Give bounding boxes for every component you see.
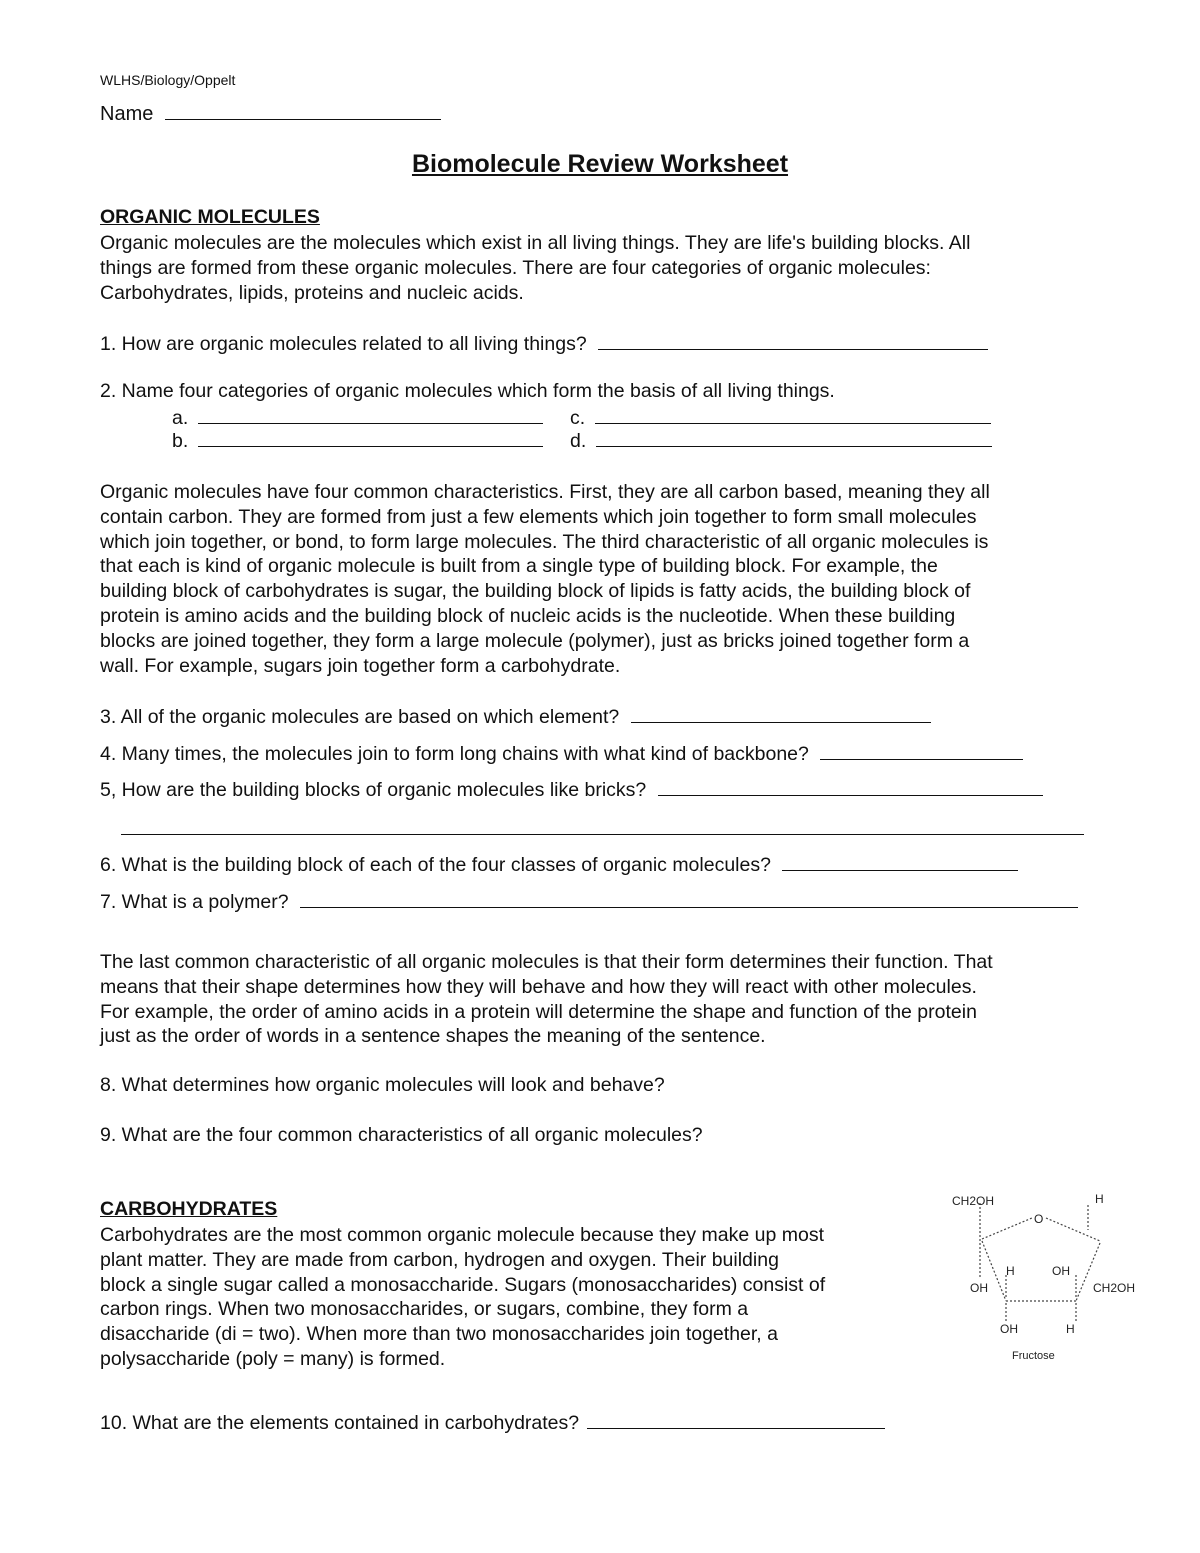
paragraph-line: blocks are joined together, they form a large molecule (polymer), just as bricks joined together form a [100,629,970,652]
question-5 [100,777,1043,802]
answer-2d-letter: d. [570,430,587,452]
diagram-label-inner-left: H [1006,1264,1015,1278]
worksheet-title: Biomolecule Review Worksheet [411,150,789,178]
organic-heading: ORGANIC MOLECULES [100,206,320,228]
diagram-label-right: CH2OH [1093,1281,1136,1295]
paragraph-line: protein is amino acids and the building block of nucleic acids is the nucleotide. When these building [100,604,956,627]
header-code: WLHS/Biology/Oppelt [100,72,236,88]
intro-line: Carbohydrates, lipids, proteins and nucleic acids. [100,281,524,304]
question-6-answer[interactable] [782,852,1018,871]
carbohydrates-paragraph [100,1223,825,1372]
answer-2a-blank[interactable] [198,405,543,424]
question-3-text: 3. All of the organic molecules are based on which element? [100,706,620,728]
question-1-text: 1. How are organic molecules related to all living things? [100,333,587,355]
diagram-label-top-right: H [1095,1192,1104,1206]
paragraph-line: plant matter. They are made from carbon, hydrogen and oxygen. Their building [100,1248,779,1271]
question-3-answer[interactable] [631,704,931,723]
paragraph-line: which join together, or bond, to form large molecules. The third characteristic of all organic molecules is [100,530,989,553]
paragraph-line: The last common characteristic of all organic molecules is that their form determines their function. That [100,951,993,973]
paragraph-line: Organic molecules have four common characteristics. First, they are all carbon based, meaning they all [100,481,990,503]
question-4-answer[interactable] [820,741,1023,760]
diagram-label-inner-right: OH [1052,1264,1070,1278]
form-function-paragraph [100,950,993,1049]
paragraph-line: wall. For example, sugars join together form a carbohydrate. [100,654,621,677]
question-8: 8. What determines how organic molecules will look and behave? [100,1074,665,1096]
answer-2c [570,405,991,430]
diagram-label-bottom-right: H [1066,1322,1075,1336]
carbohydrates-heading: CARBOHYDRATES [100,1198,278,1220]
question-6 [100,852,1018,877]
name-blank[interactable] [165,101,441,120]
paragraph-line: block a single sugar called a monosaccharide. Sugars (monosaccharides) consist of [100,1273,826,1296]
diagram-label-left: OH [970,1281,988,1295]
paragraph-line: For example, the order of amino acids in a protein will determine the shape and function of the protein [100,1000,977,1023]
paragraph-line: building block of carbohydrates is sugar, the building block of lipids is fatty acids, the building block of [100,580,971,603]
paragraph-line: just as the order of words in a sentence shapes the meaning of the sentence. [100,1025,766,1048]
diagram-label-top-left: CH2OH [952,1194,995,1208]
intro-line: Organic molecules are the molecules which exist in all living things. They are life's building blocks. All [100,232,971,254]
characteristics-paragraph [100,480,990,678]
answer-2a-letter: a. [172,407,189,429]
question-10-answer[interactable] [587,1410,885,1429]
question-5-answer[interactable] [658,777,1043,796]
question-3 [100,704,931,729]
fructose-diagram [940,1185,1150,1370]
paragraph-line: Carbohydrates are the most common organic molecule because they make up most [100,1224,825,1246]
paragraph-line: contain carbon. They are formed from just a few elements which join together to form small molecules [100,505,977,528]
diagram-label-bottom-left: OH [1000,1322,1018,1336]
paragraph-line: means that their shape determines how they will behave and how they will react with other molecules. [100,975,977,998]
name-label: Name [100,103,154,125]
question-6-text: 6. What is the building block of each of the four classes of organic molecules? [100,854,771,876]
answer-2d [570,428,992,453]
organic-intro [100,231,970,305]
answer-2c-letter: c. [570,407,586,429]
question-7 [100,889,1078,914]
answer-2c-blank[interactable] [595,405,991,424]
question-9: 9. What are the four common characteristics of all organic molecules? [100,1124,703,1146]
question-4 [100,741,1023,766]
question-2: 2. Name four categories of organic molecules which form the basis of all living things. [100,380,835,402]
intro-line: things are formed from these organic molecules. There are four categories of organic molecules: [100,256,931,279]
question-10-text: 10. What are the elements contained in carbohydrates? [100,1412,580,1434]
answer-2b-letter: b. [172,430,189,452]
name-line [100,101,441,126]
question-10 [100,1410,885,1435]
answer-2a [172,405,543,430]
paragraph-line: that each is kind of organic molecule is built from a single type of building block. For example, the [100,555,938,578]
paragraph-line: carbon rings. When two monosaccharides, or sugars, combine, they form a [100,1298,749,1321]
answer-2b-blank[interactable] [198,428,543,447]
question-1 [100,331,988,356]
paragraph-line: disaccharide (di = two). When more than two monosaccharides join together, a [100,1323,778,1346]
diagram-caption: Fructose [1012,1350,1055,1362]
question-5-answer-line-2[interactable] [121,834,1084,835]
question-4-text: 4. Many times, the molecules join to form long chains with what kind of backbone? [100,743,809,765]
question-7-answer[interactable] [300,889,1078,908]
answer-2b [172,428,543,453]
answer-2d-blank[interactable] [596,428,992,447]
question-7-text: 7. What is a polymer? [100,891,289,913]
diagram-label-ring-o: O [1034,1212,1044,1226]
paragraph-line: polysaccharide (poly = many) is formed. [100,1347,446,1370]
question-5-text: 5, How are the building blocks of organic molecules like bricks? [100,779,647,801]
question-1-answer[interactable] [598,331,988,350]
